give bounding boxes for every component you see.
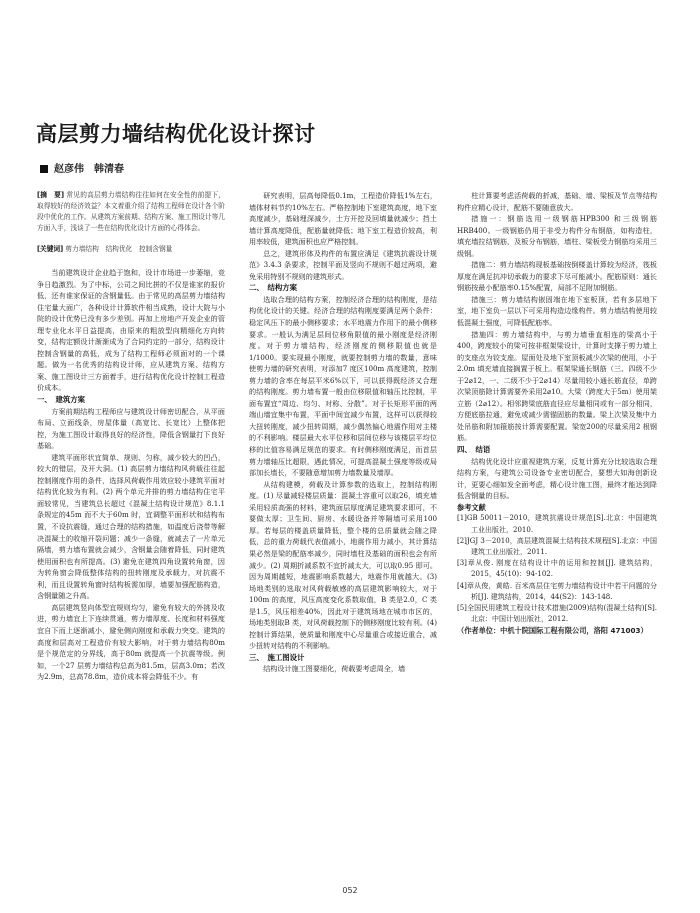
paragraph: 结构设计施工图要细化，荷载要考虑周全，墙: [263, 664, 406, 674]
references-list: [457, 513, 657, 625]
keywords: [37, 244, 225, 255]
keywords-text: 剪力墙结构 结构优化 控制含钢量: [65, 245, 173, 253]
paragraph: 建筑平面形状宜简单、规则、匀称，减少较大的凹凸，较大的错层，及开大洞。(1) 高层剪力墙结构风荷载往往起控制刚度作用的条件，选择风荷载作用效应较小建筑平面对结构优化较为有利。(2) 两个单元并排的剪力墙结构住宅平面较常见，当建筑总长超过《混凝土结构设计规范》8.1.1 条规定的45m 而不大于60m 时，宜调整平面形状和结构布置，不设抗震缝，通过合理的结构措施，如温度后浇带等解决混凝土的收缩开裂问题；减少一条缝，就减去了一片单元隔墙，剪力墙布置就会减少，含钢量会随着降低，同时建筑使用面积也有所提高。(3) 避免在建筑四角设置转角窗，因为转角窗会降低整体结构的扭转刚度及承载力，对抗震不利，而且设置转角窗时结构板需加厚，墙要加强配筋构造，含钢量随之升高。: [37, 452, 225, 601]
article-title: 高层剪力墙结构优化设计探讨: [36, 122, 316, 146]
column-1-body: [37, 267, 225, 683]
reference-item: [3]章从俊. 刚度在结构设计中的运用和控制[J]. 建筑结构，2015，45(10)：94-102.: [457, 559, 657, 579]
authors: 赵彦伟 韩清春: [54, 164, 124, 175]
keywords-label: [关键词]: [37, 245, 64, 253]
author-unit: （作者单位：中机十院国际工程有限公司，洛阳 471003）: [457, 626, 648, 636]
paragraph: 总之，建筑形体及构件的布置应满足《建筑抗震设计规范》3.4.3 条要求，控制平面及竖向不规则不超过两项，避免采用特别不规则的建筑形式。: [249, 248, 437, 281]
paragraph: 措施四：剪力墙结构中，与剪力墙垂直相连的梁高小于400，跨度较小的梁可按非框架梁设计，计算时支撑于剪力墙上的支座点为铰支座。屋面处及地下室顶板减少次梁的使用，小于2.0m 填充墙直接搁置于板上。框架梁通长钢筋（三、四级不少于2⌀12，一、二级不少于2⌀14）尽量用较小通长筋直径，单跨次梁顶筋除计算需要外采用2⌀10。大梁（跨度大于5m）使用架立筋（2⌀12）。相邻跨梁底筋直径应尽量相同或有一部分相同，方便底筋拉通，避免或减少需锚固筋的数量。梁上次梁及集中力处吊筋和附加箍筋按计算需要配置。梁宽200的尽量采用2 根钢筋。: [457, 329, 657, 443]
reference-item: [1]GB 50011－2010，建筑抗震设计规范[S].北京：中国建筑工业出版社，2010.: [457, 514, 657, 534]
reference-item: [2]JGJ 3－2010，高层建筑混凝土结构技术规程[S].北京：中国建筑工业出版社，2011.: [457, 536, 657, 556]
paragraph: 措施二：剪力墙结构现板基础按倒楼盖计算较为经济，筏板厚度在满足抗冲切承载力的要求下尽可能减小。配筋原则：通长钢筋按最小配筋率0.15%配置，局部不足附加钢筋。: [457, 260, 657, 293]
paragraph: 当前建筑设计企业趋于饱和，设计市场进一步萎缩，竞争日趋激烈。为了中标，公司之间比拼的不仅是谁家的报价低，还有谁家保证的含钢量低。由于常见的高层剪力墙结构住宅量大面广，各种设计计算软件相当成熟，设计大院与小院的设计优势已没有多少差别。再加上房地产开发企业的管理专业化水平日益提高，由原来的粗放型向精细化方向转变，结构定额设计渐渐成为了合同约定的一部分，结构设计控制含钢量的高低，成为了结构工程师必须面对的一个课题。做为一名优秀的结构设计师，应从建筑方案、结构方案、施工图设计三方面着手，进行结构优化设计控制工程造价成本。: [37, 268, 225, 393]
abstract: [37, 190, 225, 234]
column-2-body: [249, 190, 437, 675]
paragraph: 方案前期结构工程师应与建筑设计师密切配合，从平面布局、立面线条，房屋体量（高宽比、长宽比）上整体把控，为施工图设计取得良好的经济性，降低含钢量打下良好基础。: [37, 406, 225, 451]
reference-item: [5]全国民用建筑工程设计技术措施(2009)结构(混凝土结构)[S].北京：中国计划出版社，2012.: [457, 603, 657, 624]
column-3: [457, 190, 657, 898]
paragraph: 选取合理的结构方案，控制经济合理的结构刚度，是结构优化设计的关键。经济合理的结构刚度要满足两个条件：稳定风压下的最小侧移要求；水平地震力作用下的最小侧移要求。一般认为满足层间位移角限值的最小刚度是经济刚度。对于剪力墙结构，经济刚度的侧移限值也就是1/1000。要实现最小刚度，就要控制剪力墙的数量，意味使剪力墙的研究表明，对添加7 度区100m 高度建筑，控制剪力墙的含率在每层平米6%以下，可以获得既经济又合理的结构刚度。剪力墙布置一般由位移限值和轴压比控制，平面布置宜“周边、均匀、对称、分散”。对于长矩形平面的两端山墙宜集中布置，平面中间宜减少布置，这样可以获得较大扭转刚度，减少扭转周期，减少偶然偏心地震作用对主楼的不利影响。楼层最大水平位移和层间位移与该楼层平均位移的比值容易满足规范的要求。有时侧移刚度满足，而首层剪力墙轴压比超限，遇此情况，可提高混凝土强度等级或局部加长墙长，不要随意增加剪力墙数量及墙厚。: [249, 294, 437, 478]
paragraph: 措施一：钢筋选用一级钢筋HPB300 和三级钢筋HRB400。一级钢筋仍用于非受力构件分布钢筋，如构造柱，填充墙拉结钢筋，及板分布钢筋，墙柱、梁板受力钢筋均采用三级钢。: [457, 214, 657, 258]
references-heading: 参考文献: [457, 502, 486, 512]
bullet-square-icon: [40, 165, 48, 173]
reference-item: [4]章从俊，黄皓. 百米高层住宅剪力墙结构设计中若干问题的分析[J]. 建筑结构，2014，44(S2)：143-148.: [457, 581, 657, 601]
section-heading: 三、 施工图设计: [249, 652, 305, 662]
paragraph: 措施三：剪力墙结构嵌固端在地下室板顶，若有多层地下室，地下室负一层以下可采用构造边缘构件。剪力墙结构使用较低混凝土强度，可降低配筋率。: [457, 294, 657, 328]
section-heading: 四、 结语: [457, 445, 491, 455]
paragraph: 结构优化设计应重视建筑方案，反复计算充分比较选取合理结构方案，与建筑公司设备专业密切配合，要想大如海创新设计，更要心细如发全面考虑，精心设计施工图，最终才能达到降低含钢量的目标。: [457, 456, 657, 501]
section-heading: 二、 结构方案: [249, 283, 298, 293]
paragraph: 从结构建模，荷载及计算参数的选取上，控制结构刚度。(1) 尽量减轻楼层质量：混凝土容重可以取26，填充墙采用轻质高强的材料，建筑面层厚度满足建筑要求即可，不要做太厚；卫生间、厨房、水暖设备并等隔墙可采用100 厚。若每层的楼盖质量降低，整个楼的总质量就会随之降低，总的重力荷载代表值减小，地震作用力减小，其计算结果必然是梁的配筋率减少，同时墙柱及基础的面积也会有所减少。(2) 周期折减系数不宜折减太大，可以取0.95 即可。因为周期越短，地震影响系数越大，地震作用就越大。(3) 场地类别的选取对风荷载敏感的高层建筑影响较大，对于100m 的高度，风压高度变化系数取值，B 类是2.0，C 类是1.5，风压相差40%，因此对于建筑场地在城市市区的，场地类别取B 类，对风荷载控制下的侧移刚度比较有利。(4) 控制计算结果，使质量和刚度中心尽量重合或接近重合，减少扭转对结构的不利影响。: [249, 479, 437, 651]
section-heading: 一、 建筑方案: [37, 395, 86, 405]
paragraph: 高层建筑竖向体型宜规则均匀，避免有较大的外挑及收进，剪力墙宜上下连续贯通，剪力墙厚度、长度和材料强度宜自下而上逐渐减小，避免侧向刚度和承载力突变。建筑的高度和层高对工程造价有较大影响，对于剪力墙结构80m 是个规范定的分界线，高于80m 就提高一个抗震等级。例如，一个27 层剪力墙结构总高为81.5m，层高3.0m；若改为2.9m，总高78.8m，造价成本将会降低不少。有: [37, 602, 225, 682]
column-2: [249, 190, 437, 898]
abstract-label: [摘 要]: [37, 191, 65, 199]
page-number: 052: [342, 886, 358, 895]
authors-line: [40, 160, 124, 175]
abstract-text: 常见的高层剪力墙结构往往如何在安全性的前提下，取得较好的经济效益？本文着重介绍了结构工程师在设计各个阶段中优化的工作。从建筑方案前期、结构方案、施工图设计等几方面入手，浅谈了一些在结构优化设计方面的心得体会。: [37, 191, 225, 232]
column-1: [37, 190, 225, 898]
column-3-body: [457, 190, 657, 502]
paragraph: 柱计算要考虑活荷载的折减，基础、墙、梁板及节点等结构构件应精心设计，配筋不要随意放大。: [457, 191, 657, 212]
paragraph: 研究表明，层高每降低0.1m，工程造价降低1%左右，墙体材料节约10%左右。严格控制地下室建筑高度，地下室高度减少，基础埋深减少，土方开挖及回填量就减少；挡土墙计算高度降低，配筋量就降低；地下室工程造价较高，利用率较低，建筑面积也应严格控制。: [249, 191, 437, 247]
